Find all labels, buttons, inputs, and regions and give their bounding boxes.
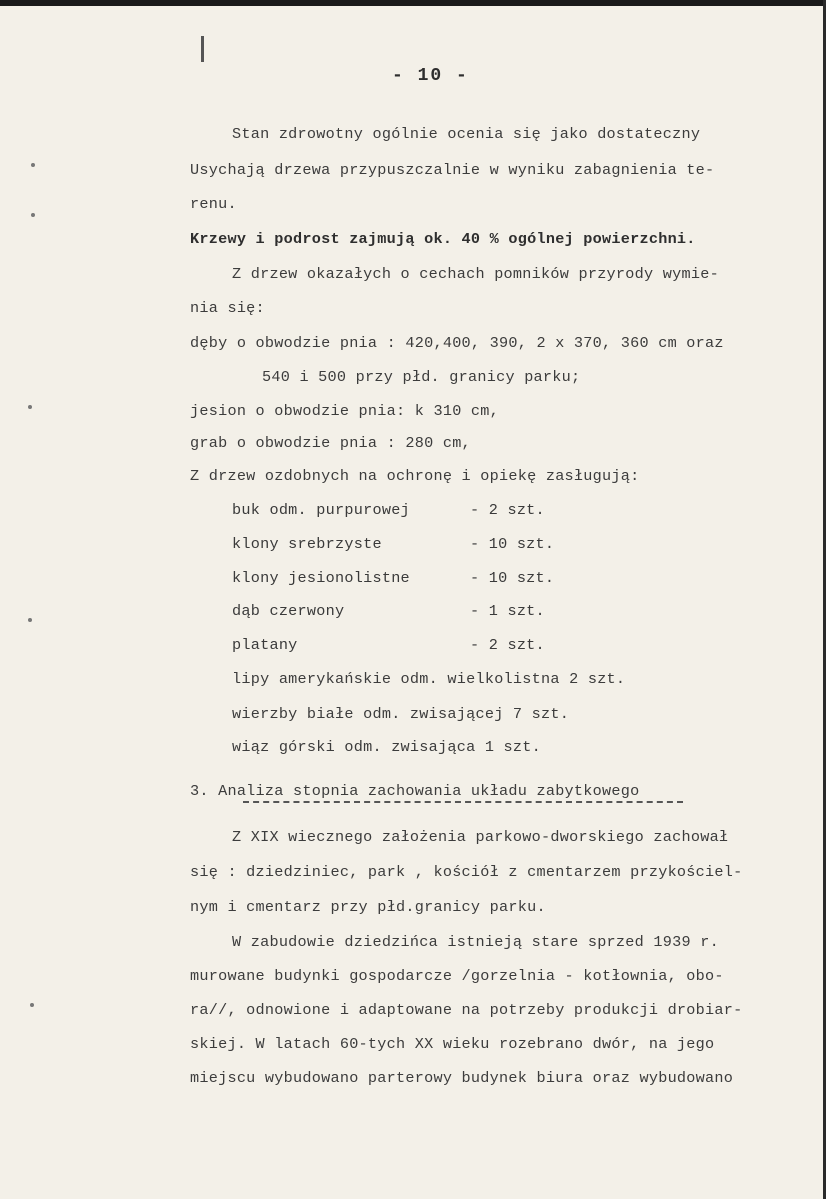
- text-line: nym i cmentarz przy płd.granicy parku.: [190, 898, 546, 916]
- text-line: 540 i 500 przy płd. granicy parku;: [262, 368, 581, 386]
- tree-name: klony jesionolistne: [232, 569, 410, 587]
- text-line: jesion o obwodzie pnia: k 310 cm,: [190, 402, 500, 420]
- page-number: - 10 -: [392, 66, 469, 86]
- tree-count: - 2 szt.: [470, 501, 545, 519]
- tree-name: dąb czerwony: [232, 602, 345, 620]
- section-heading: 3. Analiza stopnia zachowania układu zabytkowego: [190, 782, 640, 800]
- text-line: renu.: [190, 195, 237, 213]
- text-line: Krzewy i podrost zajmują ok. 40 % ogólnej powierzchni.: [190, 230, 696, 248]
- text-line: wierzby białe odm. zwisającej 7 szt.: [232, 705, 570, 723]
- text-line: murowane budynki gospodarcze /gorzelnia - kotłownia, obo-: [190, 967, 724, 985]
- text-line: się : dziedziniec, park , kościół z cmentarzem przykościel-: [190, 863, 743, 881]
- text-line: Stan zdrowotny ogólnie ocenia się jako dostateczny: [232, 125, 701, 143]
- heading-underline: [243, 801, 683, 803]
- binding-hole-dot: [28, 405, 32, 409]
- tree-count: - 10 szt.: [470, 535, 555, 553]
- text-line: Usychają drzewa przypuszczalnie w wyniku zabagnienia te-: [190, 161, 715, 179]
- text-line: W zabudowie dziedzińca istnieją stare sprzed 1939 r.: [232, 933, 719, 951]
- text-line: dęby o obwodzie pnia : 420,400, 390, 2 x 370, 360 cm oraz: [190, 334, 724, 352]
- tree-name: platany: [232, 636, 298, 654]
- text-line: skiej. W latach 60-tych XX wieku rozebrano dwór, na jego: [190, 1035, 715, 1053]
- tree-count: - 10 szt.: [470, 569, 555, 587]
- text-line: grab o obwodzie pnia : 280 cm,: [190, 434, 471, 452]
- text-line: Z drzew okazałych o cechach pomników przyrody wymie-: [232, 265, 719, 283]
- tree-name: klony srebrzyste: [232, 535, 382, 553]
- binding-hole-dot: [31, 163, 35, 167]
- tree-count: - 2 szt.: [470, 636, 545, 654]
- tree-name: buk odm. purpurowej: [232, 501, 410, 519]
- binding-hole-dot: [28, 618, 32, 622]
- text-line: ra//, odnowione i adaptowane na potrzeby produkcji drobiar-: [190, 1001, 743, 1019]
- text-line: lipy amerykańskie odm. wielkolistna 2 szt.: [232, 670, 626, 688]
- text-line: wiąz górski odm. zwisająca 1 szt.: [232, 738, 542, 756]
- text-line: Z drzew ozdobnych na ochronę i opiekę zasługują:: [190, 467, 640, 485]
- tree-count: - 1 szt.: [470, 602, 545, 620]
- margin-mark: [201, 36, 204, 62]
- text-line: Z XIX wiecznego założenia parkowo-dworskiego zachował: [232, 828, 729, 846]
- binding-hole-dot: [30, 1003, 34, 1007]
- binding-hole-dot: [31, 213, 35, 217]
- text-line: miejscu wybudowano parterowy budynek biura oraz wybudowano: [190, 1069, 734, 1087]
- text-line: nia się:: [190, 299, 265, 317]
